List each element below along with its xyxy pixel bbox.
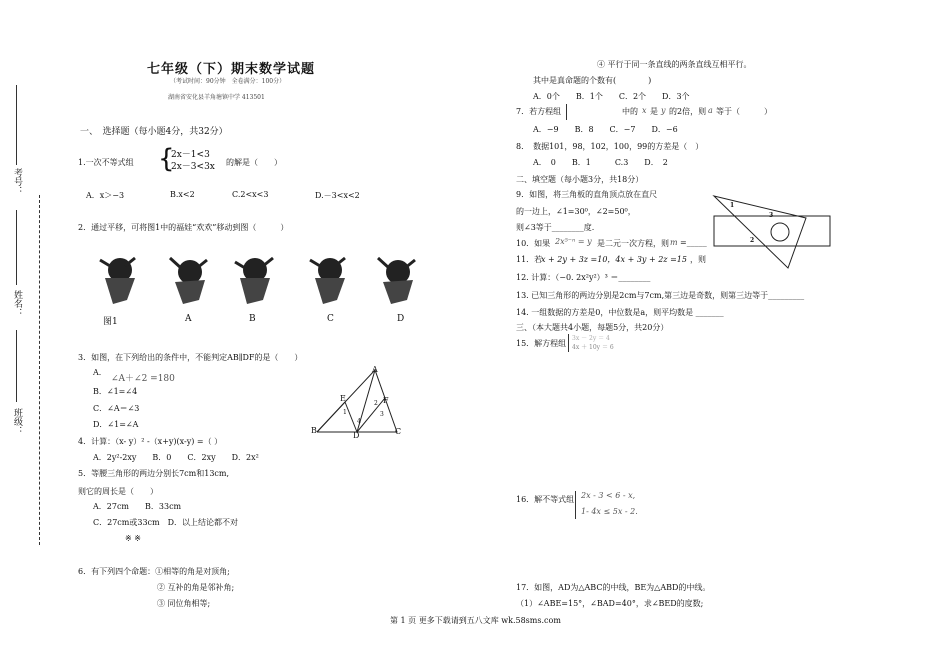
mascot-fig-a xyxy=(170,258,207,304)
q2-label-c: C xyxy=(327,314,334,324)
tri-angle-3: 3 xyxy=(380,411,384,418)
q10-text: 10．如果 xyxy=(516,239,551,248)
q15-text: 15．解方程组 xyxy=(516,339,567,348)
q6-ask: 其中是真命题的个数有( ) xyxy=(533,76,652,85)
name-label: 姓名： xyxy=(12,290,22,317)
q17-part-1: （1）∠ABE=15°，∠BAD=40°，求∠BED的度数; xyxy=(516,599,704,608)
q2-label-b: B xyxy=(249,314,256,324)
q6-item-3: ③ 同位角相等; xyxy=(157,599,211,608)
q1-eq2: 2x－3<3x xyxy=(171,162,215,172)
q8-text: 8． 数据101，98，102，100，99的方差是（ ） xyxy=(516,142,704,151)
q11-text: 11．若 xyxy=(516,255,543,264)
q10-m: m xyxy=(670,238,678,247)
q7-a: a xyxy=(708,106,713,115)
q4-text: 4．计算：（x- y）² -（x+y)(x-y) =（ ） xyxy=(78,437,223,446)
class-underline xyxy=(16,330,17,402)
q2-mascot-figures xyxy=(95,248,435,308)
q7-mid: 中的 xyxy=(622,107,638,116)
tri-angle-1: 1 xyxy=(343,409,347,416)
q9-text-2: 的一边上，∠1=30⁰，∠2=50⁰， xyxy=(516,207,636,216)
tri-angle-2: 2 xyxy=(374,400,378,407)
q10-expr: 2x⁵⁻ⁿ = y xyxy=(555,237,592,246)
q7-system-bracket xyxy=(566,104,567,120)
ruler-angle-2: 2 xyxy=(750,237,755,244)
mascot-fig-c xyxy=(310,258,345,304)
q9-ruler-figure xyxy=(710,192,835,272)
q5-options-1: A．27cm B．33cm xyxy=(93,502,182,511)
class-label: 班级： xyxy=(12,408,22,435)
page-footer: 第 1 页 更多下载请到五八文库 wk.58sms.com xyxy=(390,616,561,625)
q1-option-a: A．x＞−3 xyxy=(86,191,125,200)
q6-item-4: ④ 平行于同一条直线的两条直线互相平行。 xyxy=(597,60,752,69)
q7-text: 7．若方程组 xyxy=(516,107,562,116)
q2-text: 2．通过平移，可将图1中的福娃“欢欢”移动到图（ ） xyxy=(78,223,289,232)
tri-label-a: A xyxy=(372,365,378,374)
q15-system-bracket xyxy=(568,334,569,352)
q11-tail: ，则 xyxy=(690,255,706,264)
mascot-fig-d xyxy=(378,258,415,304)
q16-system-bracket xyxy=(575,491,576,519)
q5-options-2: C．27cm或33cm D．以上结论都不对 xyxy=(93,518,239,527)
q12-text: 12. 计算：（−0. 2x²y²）³ ＝________ xyxy=(516,273,651,282)
q1-option-d: D.－3<x<2 xyxy=(315,191,360,200)
q7-options: A．−9 B．8 C．−7 D．−6 xyxy=(533,125,678,134)
tri-label-f: F xyxy=(383,396,389,405)
q13-text: 13. 已知三角形的两边分别是2cm与7cm,第三边是奇数，则第三边等于_________ xyxy=(516,291,805,300)
q2-label-a: A xyxy=(185,314,192,324)
q3-text: 3．如图，在下列给出的条件中，不能判定AB∥DF的是（ ） xyxy=(78,353,303,362)
q7-tail2: 等于（ ） xyxy=(716,107,772,116)
q16-eq1: 2x - 3 < 6 - x, xyxy=(581,491,636,500)
exam-meta: （考试时间：90分钟 全卷满分：100分） xyxy=(170,78,286,85)
exam-no-underline xyxy=(16,85,17,165)
q10-end: =_____ xyxy=(680,238,707,247)
section-2-heading: 二、填空题（每小题3分，共18分） xyxy=(516,175,644,184)
q3-option-b: B．∠1=∠4 xyxy=(93,387,138,396)
mascot-fig-b xyxy=(235,258,273,304)
tri-label-c: C xyxy=(395,427,402,436)
q5-text: 5．等腰三角形的两边分别长7cm和13cm, xyxy=(78,469,230,478)
q9-text-1: 9．如图，将三角板的直角顶点放在直尺 xyxy=(516,190,658,199)
q6-item-2: ② 互补的角是邻补角; xyxy=(157,583,235,592)
section-3-heading: 三、（本大题共4小题，每题5分，共20分） xyxy=(516,323,669,332)
binding-line xyxy=(39,195,40,545)
q4-options: A．2y²-2xy B．0 C．2xy D．2x² xyxy=(93,453,259,462)
exam-no-label: 考号： xyxy=(12,168,22,195)
ruler-angle-3: 3 xyxy=(769,212,774,219)
q5-mark: ※ ※ xyxy=(125,534,141,543)
q16-text: 16．解不等式组 xyxy=(516,495,575,504)
q17-text: 17．如图，AD为△ABC的中线，BE为△ABD的中线。 xyxy=(516,583,711,592)
q8-options: A． 0 B．1 C.3 D． 2 xyxy=(533,158,668,167)
mascot-fig1 xyxy=(100,258,135,304)
tri-label-d: D xyxy=(353,431,360,440)
ruler-angle-1: 1 xyxy=(730,202,735,209)
tri-angle-4: 4 xyxy=(357,418,361,425)
q16-eq2: 1- 4x ≤ 5x - 2. xyxy=(581,507,638,516)
q7-mid2: 是 xyxy=(650,107,658,116)
q7-y: y xyxy=(661,106,666,115)
q2-label-d: D xyxy=(397,314,405,324)
q15-eq2: 4x ＋ 10y ＝ 6 xyxy=(572,344,614,351)
q6-text: 6．有下列四个命题：①相等的角是对顶角; xyxy=(78,567,230,576)
q1-option-b: B.x<2 xyxy=(170,190,195,199)
q1-eq1: 2x－1<3 xyxy=(171,150,210,160)
q3-option-a-expr: ∠A＋∠2 =180 xyxy=(111,374,175,384)
q2-label-fig1: 图1 xyxy=(103,317,118,327)
q10-tail: 是二元一次方程，则 xyxy=(597,239,669,248)
q6-options: A．0个 B．1个 C．2个 D．3个 xyxy=(533,92,690,101)
section-1-heading: 一、 选择题（每小题4分，共32分） xyxy=(80,127,228,137)
q15-eq1: 3x － 2y ＝ 4 xyxy=(572,335,610,342)
q9-text-3: 则∠3等于________度. xyxy=(516,223,595,232)
q3-option-c: C．∠A＝∠3 xyxy=(93,404,140,413)
q1-brace: { xyxy=(158,144,175,174)
school-info: 湖南省安化县羊角塘镇中学 413501 xyxy=(168,94,265,101)
q11-expr: x + 2y + 3z =10，4x + 3y + 2z =15 xyxy=(541,255,687,264)
q14-text: 14. 一组数据的方差是0，中位数是a，则平均数是 _______ xyxy=(516,308,724,317)
name-underline xyxy=(16,210,17,285)
q1-text: 1.一次不等式组 xyxy=(78,158,134,167)
tri-label-e: E xyxy=(340,394,346,403)
q5-text-2: 则它的周长是（ ） xyxy=(78,487,158,496)
page-title: 七年级（下）期末数学试题 xyxy=(147,62,316,77)
q3-option-a: A． xyxy=(93,368,107,377)
q3-option-d: D．∠1=∠A xyxy=(93,420,139,429)
q7-tail: 的2倍，则 xyxy=(669,107,707,116)
q1-option-c: C.2<x<3 xyxy=(232,190,269,199)
q1-tail: 的解是（ ） xyxy=(226,158,282,167)
q7-x: x xyxy=(642,106,647,115)
tri-label-b: B xyxy=(311,426,317,435)
